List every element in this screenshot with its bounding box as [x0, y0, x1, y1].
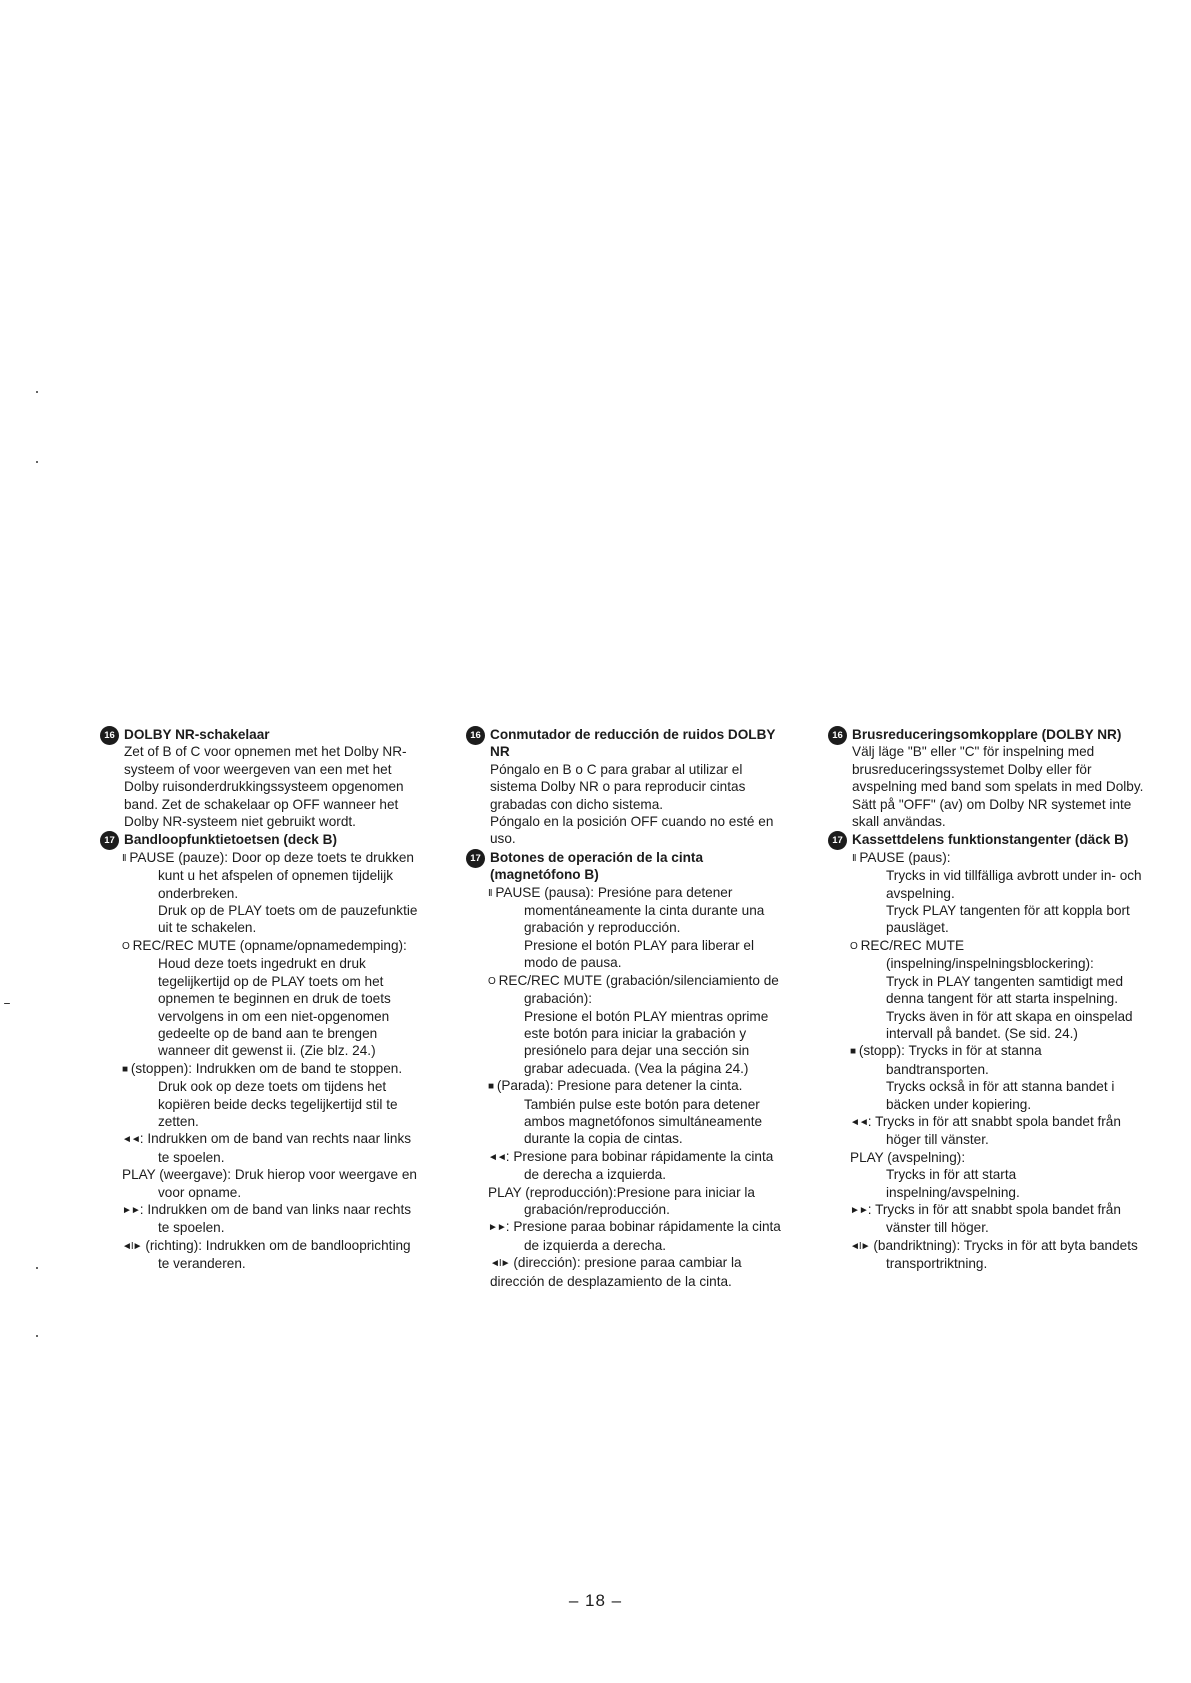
- scan-speck: [36, 1335, 38, 1337]
- item-text: (Parada): Presione para detener la cinta.: [496, 1078, 743, 1094]
- direction-icon: ◄I►: [490, 1258, 510, 1270]
- item-subtext: Houd deze toets ingedrukt en druk tegelijkertijd op de PLAY toets om het opnemen te beginnen en druk de toets vervolgens in om een niet-opgenomen gedeelte op de band aan te brengen wanneer dit gewenst ii. (Zie blz. 24.): [158, 956, 391, 1059]
- rec-item: [466, 972, 786, 1008]
- item-subtext: Trycks också in för att stanna bandet i bäcken under kopiering.: [886, 1079, 1115, 1112]
- spanish-column: [466, 725, 786, 1290]
- item-subtext: Tryck PLAY tangenten för att koppla bort pausläget.: [886, 903, 1130, 936]
- section-16-text: Zet of B of C voor opnemen met het Dolby NR-systeem of voor weergeven van een met het Dolby ruisonderdrukkingssysteem opgenomen band. Zet de schakelaar op OFF wanneer het Dolby NR-systeem niet gebruikt wordt.: [124, 744, 407, 830]
- item-subtext: Trycks in vid tillfälliga avbrott under in- och avspelning.: [886, 868, 1142, 901]
- item-subtext: También pulse este botón para detener ambos magnetófonos simultáneamente durante la copia de cintas.: [524, 1096, 763, 1147]
- item-text: : Indrukken om de band van links naar rechts te spoelen.: [139, 1201, 412, 1236]
- item-text: REC/REC MUTE (inspelning/inspelningsblockering):: [860, 937, 1094, 972]
- item-text: (stoppen): Indrukken om de band te stoppen.: [130, 1060, 403, 1076]
- stop-icon: ■: [850, 1046, 856, 1058]
- item-subtext: Druk op de PLAY toets om de pauzefunktie uit te schakelen.: [158, 903, 418, 936]
- item-subtext: Trycks in för att starta inspelning/avspelning.: [886, 1167, 1020, 1200]
- direction-icon: ◄I►: [850, 1240, 870, 1252]
- section-title: Conmutador de reducción de ruidos DOLBY NR: [490, 727, 776, 760]
- section-title: Bandloopfunktietoetsen (deck B): [124, 832, 337, 848]
- rewind-item: [828, 1113, 1146, 1149]
- item-subtext: Presione el botón PLAY mientras oprime este botón para iniciar la grabación y presiónelo para dejar una sección sin grabar adecuada. (Vea la página 24.): [524, 1008, 769, 1076]
- direction-icon: ◄I►: [122, 1240, 142, 1252]
- item-text: REC/REC MUTE (opname/opnamedemping):: [132, 937, 407, 953]
- scan-speck: [36, 461, 38, 463]
- number-17-icon: 17: [828, 831, 847, 850]
- section-16-heading: [466, 726, 786, 761]
- section-17-heading: [100, 831, 422, 848]
- item-text: : Presione paraa bobinar rápidamente la cinta de izquierda a derecha.: [505, 1219, 781, 1253]
- rewind-icon: ◄◄: [488, 1151, 506, 1163]
- item-text: (dirección): presione paraa cambiar la dirección de desplazamiento de la cinta.: [490, 1255, 742, 1289]
- play-item: [828, 1149, 1146, 1166]
- fast-forward-icon: ►►: [122, 1204, 140, 1216]
- item-text: PAUSE (pausa): Presióne para detener momentáneamente la cinta durante una grabación y reproducción.: [495, 884, 765, 936]
- item-text: (stopp): Trycks in för at stanna bandtransporten.: [858, 1043, 1042, 1077]
- fast-forward-item: [466, 1218, 786, 1254]
- play-item: [466, 1184, 786, 1219]
- item-text: (bandriktning): Trycks in för att byta bandets transportriktning.: [873, 1237, 1138, 1272]
- section-title: Brusreduceringsomkopplare (DOLBY NR): [852, 727, 1122, 742]
- fast-forward-icon: ►►: [850, 1204, 868, 1216]
- item-text: PAUSE (pauze): Door op deze toets te drukken kunt u het afspelen of opnemen tijdelijk onderbreken.: [129, 849, 414, 901]
- item-text: PLAY (reproducción):Presione para iniciar la grabación/reproducción.: [488, 1184, 755, 1217]
- item-text: (richting): Indrukken om de bandlooprichting te veranderen.: [145, 1237, 411, 1272]
- item-text: : Presione para bobinar rápidamente la cinta de derecha a izquierda.: [505, 1148, 774, 1183]
- item-text: : Trycks in för att snabbt spola bandet från höger till vänster.: [867, 1113, 1121, 1148]
- rec-item: [100, 937, 422, 955]
- swedish-column: [828, 725, 1146, 1273]
- section-16-text: Póngalo en B o C para grabar al utilizar el sistema Dolby NR o para reproducir cintas grabadas con dicho sistema.: [490, 761, 746, 812]
- stop-item: [828, 1042, 1146, 1078]
- fast-forward-icon: ►►: [488, 1222, 506, 1234]
- fast-forward-item: [828, 1201, 1146, 1237]
- section-title: Kassettdelens funktionstangenter (däck B): [852, 832, 1129, 848]
- rewind-icon: ◄◄: [122, 1134, 140, 1146]
- scan-speck: [36, 391, 38, 393]
- item-text: : Indrukken om de band van rechts naar links te spoelen.: [139, 1131, 412, 1165]
- direction-item: [466, 1254, 786, 1290]
- item-text: REC/REC MUTE (grabación/silenciamiento de grabación):: [498, 972, 779, 1007]
- record-icon: O: [122, 940, 129, 952]
- pause-icon: II: [852, 852, 856, 864]
- fast-forward-item: [100, 1201, 422, 1237]
- stop-item: [466, 1077, 786, 1095]
- section-title: DOLBY NR-schakelaar: [124, 727, 270, 742]
- pause-icon: II: [122, 852, 126, 864]
- number-16-icon: 16: [466, 726, 485, 745]
- item-subtext: Presione el botón PLAY para liberar el modo de pausa.: [524, 937, 754, 971]
- item-text: PLAY (weergave): Druk hierop voor weergave en voor opname.: [122, 1167, 417, 1200]
- rewind-item: [466, 1148, 786, 1184]
- number-17-icon: 17: [466, 849, 485, 868]
- record-icon: O: [488, 975, 495, 987]
- rewind-icon: ◄◄: [850, 1116, 868, 1128]
- section-16-extra: Sätt på "OFF" (av) om Dolby NR systemet inte skall användas.: [852, 796, 1132, 830]
- section-16-text: Välj läge "B" eller "C" för inspelning med brusreduceringssystemet Dolby eller för avspelning med band som spelats in med Dolby.: [852, 744, 1144, 795]
- scan-speck: [4, 1003, 10, 1004]
- play-item: [100, 1166, 422, 1201]
- stop-icon: ■: [488, 1081, 494, 1093]
- section-17-heading: [828, 831, 1146, 848]
- record-icon: O: [850, 940, 857, 952]
- item-text: : Trycks in för att snabbt spola bandet från vänster till höger.: [867, 1201, 1121, 1236]
- pause-item: [100, 849, 422, 902]
- direction-item: [100, 1237, 422, 1273]
- item-text: PLAY (avspelning):: [850, 1149, 966, 1165]
- rewind-item: [100, 1130, 422, 1166]
- section-17-heading: [466, 849, 786, 884]
- number-16-icon: 16: [828, 726, 847, 745]
- section-title: Botones de operación de la cinta (magnetófono B): [490, 849, 704, 883]
- stop-icon: ■: [122, 1063, 128, 1075]
- stop-item: [100, 1060, 422, 1078]
- section-16-heading: [100, 726, 422, 743]
- page-number: – 18 –: [568, 1591, 623, 1610]
- scan-speck: [36, 1267, 38, 1269]
- rec-item: [828, 937, 1146, 973]
- direction-item: [828, 1237, 1146, 1273]
- dutch-column: [100, 725, 422, 1273]
- section-16-extra: Póngalo en la posición OFF cuando no esté en uso.: [490, 814, 774, 847]
- item-subtext: Druk ook op deze toets om tijdens het kopiëren beide decks tegelijkertijd stil te zetten.: [158, 1079, 398, 1129]
- number-16-icon: 16: [100, 726, 119, 745]
- pause-item: [466, 884, 786, 937]
- section-16-heading: [828, 726, 1146, 743]
- pause-icon: II: [488, 887, 492, 899]
- pause-item: [828, 849, 1146, 867]
- item-subtext: Tryck in PLAY tangenten samtidigt med denna tangent för att starta inspelning. Trycks även in för att skapa en oinspelad intervall på bandet. (Se sid. 24.): [886, 973, 1133, 1041]
- item-text: PAUSE (paus):: [859, 849, 951, 865]
- number-17-icon: 17: [100, 831, 119, 850]
